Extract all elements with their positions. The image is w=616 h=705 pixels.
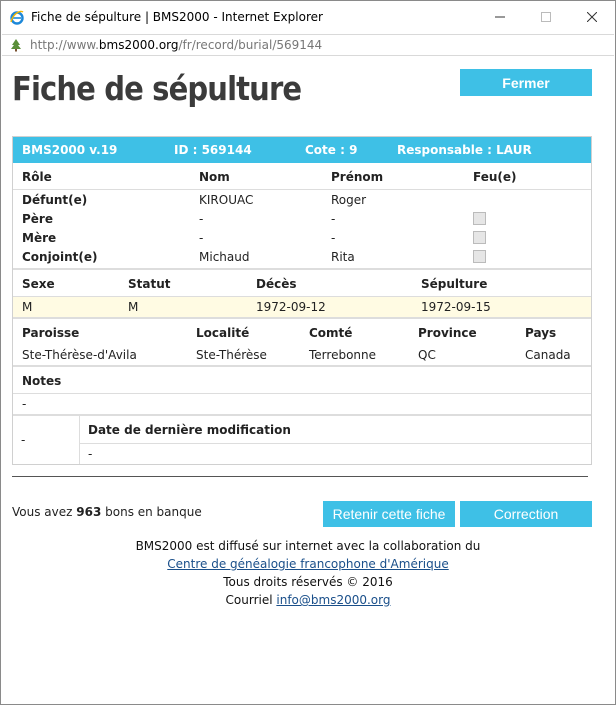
location-province: QC — [418, 348, 436, 362]
location-row — [13, 345, 591, 365]
person-prenom: Rita — [331, 250, 355, 264]
col-localite: Localité — [196, 326, 250, 340]
details-row — [13, 297, 591, 317]
col-sepulture: Sépulture — [421, 277, 488, 291]
contact-line: Courriel info@bms2000.org — [225, 593, 391, 607]
person-nom: Michaud — [199, 250, 250, 264]
person-nom: - — [199, 231, 204, 245]
internet-explorer-icon — [9, 9, 25, 25]
col-deces: Décès — [256, 277, 297, 291]
footer-collab-text: BMS2000 est diffusé sur internet avec la collaboration du — [135, 539, 481, 553]
correction-button[interactable]: Correction — [460, 501, 592, 527]
col-pays: Pays — [525, 326, 557, 340]
last-modified-value: - — [88, 447, 93, 461]
detail-sexe: M — [22, 300, 33, 314]
divider — [12, 476, 588, 477]
bank-count: 963 — [76, 505, 102, 519]
notes-value: - — [22, 397, 27, 411]
window-title: Fiche de sépulture | BMS2000 - Internet Explorer — [31, 9, 323, 24]
detail-statut: M — [128, 300, 139, 314]
feu-checkbox[interactable] — [473, 212, 486, 225]
address-bar[interactable] — [2, 34, 614, 56]
modification-section — [13, 414, 591, 464]
close-button[interactable]: Fermer — [460, 69, 592, 96]
col-statut: Statut — [128, 277, 171, 291]
modification-left-value: - — [21, 433, 26, 447]
col-role: Rôle — [22, 170, 52, 184]
col-province: Province — [418, 326, 477, 340]
detail-deces: 1972-09-12 — [256, 300, 326, 314]
title-bar — [1, 1, 615, 32]
location-header-row — [13, 319, 591, 345]
person-role: Père — [22, 212, 53, 226]
person-role: Défunt(e) — [22, 193, 88, 207]
page-content — [2, 57, 614, 704]
url-text[interactable]: http://www.bms2000.org/fr/record/burial/569144 — [30, 38, 323, 52]
person-prenom: - — [331, 212, 336, 226]
last-modified-label: Date de dernière modification — [88, 423, 291, 437]
feu-checkbox[interactable] — [473, 250, 486, 263]
bank-balance: Vous avez 963 bons en banque — [12, 505, 202, 519]
record-cote: Cote : 9 — [305, 143, 358, 157]
person-row — [13, 190, 591, 209]
person-role: Conjoint(e) — [22, 250, 98, 264]
person-nom: KIROUAC — [199, 193, 254, 207]
minimize-button[interactable] — [477, 1, 523, 32]
record-responsable: Responsable : LAUR — [397, 143, 532, 157]
person-row — [13, 209, 591, 228]
feu-checkbox[interactable] — [473, 231, 486, 244]
record-id: ID : 569144 — [174, 143, 252, 157]
burial-record — [12, 136, 592, 465]
copyright-text: Tous droits réservés © 2016 — [223, 575, 393, 589]
col-comte: Comté — [309, 326, 353, 340]
location-comte: Terrebonne — [309, 348, 377, 362]
record-header — [13, 137, 591, 163]
col-feu: Feu(e) — [473, 170, 517, 184]
footer — [2, 537, 614, 609]
location-pays: Canada — [525, 348, 571, 362]
modification-left-cell — [13, 416, 80, 464]
person-row — [13, 247, 591, 266]
persons-header-row — [13, 163, 591, 189]
person-nom: - — [199, 212, 204, 226]
maximize-button[interactable] — [523, 1, 569, 32]
details-header-row — [13, 270, 591, 296]
cgfa-link[interactable]: Centre de généalogie francophone d'Amérique — [167, 557, 449, 571]
page-title: Fiche de sépulture — [12, 69, 302, 108]
person-prenom: - — [331, 231, 336, 245]
col-paroisse: Paroisse — [22, 326, 80, 340]
col-sexe: Sexe — [22, 277, 55, 291]
location-paroisse: Ste-Thérèse-d'Avila — [22, 348, 137, 362]
notes-label: Notes — [22, 374, 62, 388]
col-nom: Nom — [199, 170, 230, 184]
close-window-button[interactable] — [569, 1, 615, 32]
person-prenom: Roger — [331, 193, 367, 207]
detail-sepulture: 1972-09-15 — [421, 300, 491, 314]
retain-record-button[interactable]: Retenir cette fiche — [323, 501, 455, 527]
person-role: Mère — [22, 231, 57, 245]
notes-row — [13, 394, 591, 414]
record-version: BMS2000 v.19 — [22, 143, 118, 157]
col-prenom: Prénom — [331, 170, 384, 184]
email-link[interactable]: info@bms2000.org — [276, 593, 391, 607]
site-tree-icon — [8, 37, 24, 53]
location-localite: Ste-Thérèse — [196, 348, 267, 362]
notes-header-row — [13, 367, 591, 393]
person-row — [13, 228, 591, 247]
